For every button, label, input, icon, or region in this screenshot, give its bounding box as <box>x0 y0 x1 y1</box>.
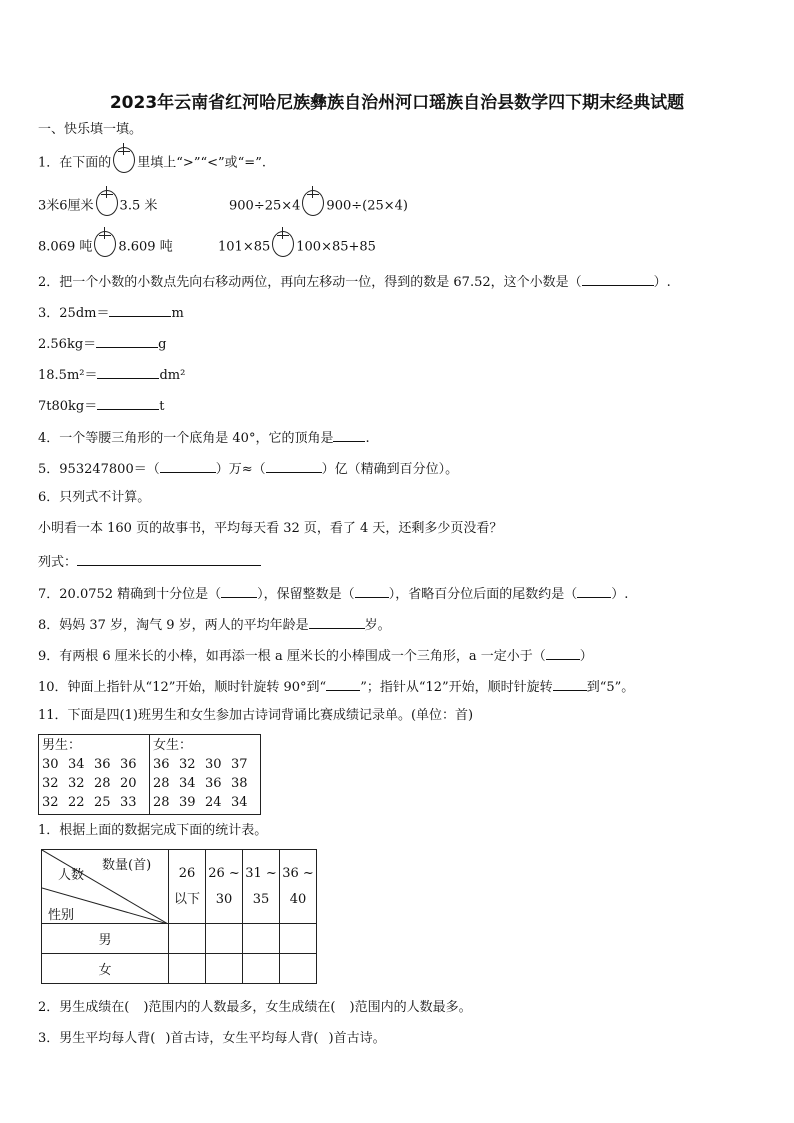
score-record-table <box>38 734 261 815</box>
q3-a-left: 3．25dm＝ <box>38 306 110 321</box>
q7-part-a: 7．20.0752 精确到十分位是（ <box>38 587 222 602</box>
score-cell: 38 <box>231 776 248 791</box>
col-header <box>243 850 280 924</box>
score-cell: 34 <box>68 757 85 772</box>
q3-d-unit: t <box>159 399 165 414</box>
score-cell: 36 <box>205 776 222 791</box>
q8-part-a: 8．妈妈 37 岁，淘气 9 岁，两人的平均年龄是 <box>38 618 309 633</box>
answer-blank[interactable] <box>97 395 159 410</box>
col-header-line: 30 <box>215 891 233 907</box>
answer-blank[interactable] <box>97 364 159 379</box>
stat-input-cell[interactable] <box>280 954 317 984</box>
score-cell: 28 <box>153 776 170 791</box>
q1-d-right: 100×85+85 <box>296 239 376 255</box>
score-cell: 37 <box>231 757 248 772</box>
q1-prefix: 1．在下面的 <box>38 155 112 171</box>
q2-text: 2．把一个小数的小数点先向右移动两位，再向左移动一位，得到的数是 67.52，这个小数是（ <box>38 275 582 290</box>
q11-sub2-c: )范围内的人数最多。 <box>349 1000 472 1015</box>
q5-part-c: ）亿（精确到百分位）。 <box>321 462 459 477</box>
question-3d <box>38 395 164 416</box>
answer-blank[interactable] <box>221 583 257 598</box>
col-header-line: 以下 <box>173 891 200 907</box>
answer-blank[interactable] <box>309 614 365 629</box>
q5-part-b: ）万≈（ <box>215 462 266 477</box>
score-cell: 32 <box>42 776 59 791</box>
stat-input-cell[interactable] <box>206 954 243 984</box>
oval-answer-icon[interactable] <box>302 190 324 216</box>
col-header-line: 35 <box>252 891 270 907</box>
oval-answer-icon[interactable] <box>272 231 294 257</box>
q11-sub3-b: )首古诗，女生平均每人背( <box>165 1031 319 1046</box>
q1-suffix: 里填上“>”“<”或“=”. <box>137 155 266 171</box>
q11-sub3-c: )首古诗。 <box>328 1031 386 1046</box>
statistics-table <box>41 849 317 984</box>
q4-text: 4．一个等腰三角形的一个底角是 40°，它的顶角是 <box>38 431 334 446</box>
q4-end: . <box>365 431 370 446</box>
stat-input-cell[interactable] <box>169 924 206 954</box>
q11-sub2-b: )范围内的人数最多，女生成绩在( <box>143 1000 336 1015</box>
q7-part-b: ），保留整数是（ <box>257 587 355 602</box>
stat-input-cell[interactable] <box>243 954 280 984</box>
answer-blank[interactable] <box>326 676 360 691</box>
q6-label: 列式： <box>38 555 78 570</box>
score-cell: 22 <box>68 795 85 810</box>
q1-a-right: 3.5 米 <box>119 198 158 214</box>
q1-row-b <box>229 193 408 219</box>
q1-c-right: 8.609 吨 <box>118 239 173 255</box>
question-3c <box>38 364 185 385</box>
q11-sub3 <box>38 1030 386 1048</box>
q7-part-d: ）. <box>611 587 629 602</box>
row-header-girls: 女 <box>42 954 169 984</box>
q11-sub2-a: 2．男生成绩在( <box>38 1000 130 1015</box>
boys-scores <box>42 755 146 812</box>
score-cell: 34 <box>179 776 196 791</box>
question-10 <box>38 676 634 697</box>
score-cell: 39 <box>179 795 196 810</box>
q1-b-right: 900÷(25×4) <box>326 198 408 214</box>
q9-part-a: 9．有两根 6 厘米长的小棒，如再添一根 a 厘米长的小棒围成一个三角形，a 一定小于（ <box>38 649 546 664</box>
score-cell: 33 <box>120 795 137 810</box>
answer-blank[interactable] <box>546 645 580 660</box>
answer-blank[interactable] <box>160 458 216 473</box>
answer-blank[interactable] <box>333 427 365 442</box>
score-cell: 32 <box>68 776 85 791</box>
q10-part-b: ”；指针从“12”开始，顺时针旋转 <box>360 680 553 695</box>
page-title: 2023年云南省红河哈尼族彝族自治州河口瑶族自治县数学四下期末经典试题 <box>109 93 685 113</box>
q11-sub2 <box>38 999 472 1017</box>
answer-blank[interactable] <box>266 458 322 473</box>
score-cell: 28 <box>153 795 170 810</box>
row-header-boys: 男 <box>42 924 169 954</box>
score-cell: 28 <box>94 776 111 791</box>
answer-blank[interactable] <box>582 271 654 286</box>
question-11: 11．下面是四(1)班男生和女生参加古诗词背诵比赛成绩记录单。(单位：首) <box>38 708 474 723</box>
header-quantity: 数量(首) <box>102 858 152 873</box>
q3-a-unit: m <box>171 306 184 321</box>
col-header-line: 26 ~ <box>208 865 240 881</box>
q10-part-c: 到“5”。 <box>586 680 635 695</box>
score-cell: 25 <box>94 795 111 810</box>
q8-part-b: 岁。 <box>364 618 391 633</box>
col-header <box>169 850 206 924</box>
q7-part-c: ），省略百分位后面的尾数约是（ <box>388 587 578 602</box>
q11-sub1: 1．根据上面的数据完成下面的统计表。 <box>38 823 268 838</box>
q1-c-left: 8.069 吨 <box>38 239 93 255</box>
q3-c-left: 18.5m²＝ <box>38 368 98 383</box>
stat-input-cell[interactable] <box>169 954 206 984</box>
answer-blank[interactable] <box>577 583 611 598</box>
answer-blank[interactable] <box>553 676 587 691</box>
col-header <box>280 850 317 924</box>
question-7 <box>38 583 628 604</box>
question-2 <box>38 271 671 292</box>
answer-blank[interactable] <box>96 333 158 348</box>
q6-problem: 小明看一本 160 页的故事书，平均每天看 32 页，看了 4 天，还剩多少页没看？ <box>38 521 503 536</box>
q11-sub3-a: 3．男生平均每人背( <box>38 1031 156 1046</box>
score-cell: 20 <box>120 776 137 791</box>
answer-blank[interactable] <box>109 302 171 317</box>
stat-input-cell[interactable] <box>243 924 280 954</box>
q5-part-a: 5．953247800＝（ <box>38 462 160 477</box>
oval-answer-icon[interactable] <box>96 190 118 216</box>
question-4 <box>38 427 370 448</box>
question-3b <box>38 333 166 354</box>
girls-label: 女生： <box>153 738 193 753</box>
q9-part-b: ） <box>579 649 593 664</box>
q2-end: ）. <box>653 275 671 290</box>
q1-row-c <box>38 234 173 260</box>
diagonal-header-cell <box>42 850 169 924</box>
header-count: 人数 <box>58 868 85 883</box>
q3-c-unit: dm² <box>159 368 186 383</box>
q6-formula <box>38 551 261 572</box>
section-heading: 一、快乐填一填。 <box>38 122 143 137</box>
answer-blank[interactable] <box>355 583 389 598</box>
col-header-line: 40 <box>289 891 307 907</box>
score-cell: 36 <box>120 757 137 772</box>
score-cell: 30 <box>205 757 222 772</box>
q1-d-left: 101×85 <box>218 239 271 255</box>
question-1 <box>38 150 266 176</box>
question-5 <box>38 458 458 479</box>
q1-a-left: 3米6厘米 <box>38 198 94 214</box>
stat-input-cell[interactable] <box>280 924 317 954</box>
question-9 <box>38 645 593 666</box>
col-header-line: 31 ~ <box>245 865 277 881</box>
col-header-line: 36 ~ <box>282 865 314 881</box>
oval-answer-icon[interactable] <box>94 231 116 257</box>
score-cell: 24 <box>205 795 222 810</box>
q10-part-a: 10．钟面上指针从“12”开始，顺时针旋转 90°到“ <box>38 680 327 695</box>
girls-box <box>150 735 261 815</box>
q3-b-left: 2.56kg＝ <box>38 337 97 352</box>
question-6: 6．只列式不计算。 <box>38 490 151 505</box>
q3-d-left: 7t80kg＝ <box>38 399 98 414</box>
header-gender: 性别 <box>48 908 75 923</box>
q1-row-d <box>218 234 376 260</box>
question-3a <box>38 302 184 323</box>
oval-answer-icon <box>113 147 135 173</box>
score-cell: 36 <box>94 757 111 772</box>
q1-row-a <box>38 193 157 219</box>
question-8 <box>38 614 391 635</box>
q3-b-unit: g <box>158 337 167 352</box>
q1-b-left: 900÷25×4 <box>229 198 301 214</box>
col-header <box>206 850 243 924</box>
score-cell: 36 <box>153 757 170 772</box>
col-header-line: 26 <box>178 865 196 881</box>
score-cell: 34 <box>231 795 248 810</box>
boys-label: 男生： <box>42 738 82 753</box>
score-cell: 32 <box>179 757 196 772</box>
answer-blank[interactable] <box>77 551 261 566</box>
score-cell: 32 <box>42 795 59 810</box>
stat-input-cell[interactable] <box>206 924 243 954</box>
score-cell: 30 <box>42 757 59 772</box>
girls-scores <box>153 755 257 812</box>
boys-box <box>39 735 150 815</box>
